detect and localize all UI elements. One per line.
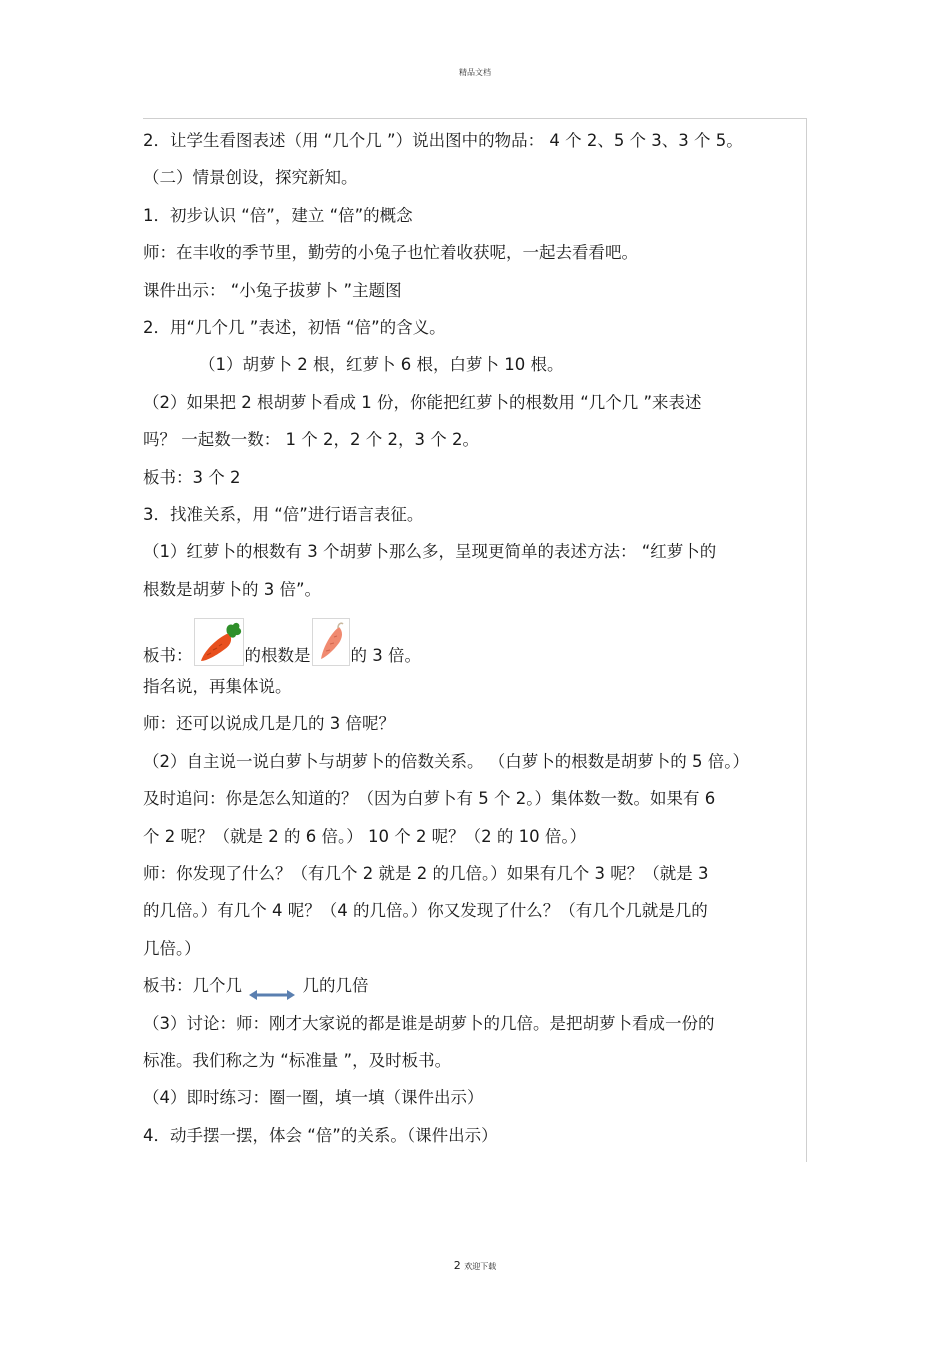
text-line: 课件出示： “小兔子拔萝卜 ”主题图 xyxy=(143,280,402,300)
text-line: 2．用“几个几 ”表述，初悟 “倍”的含义。 xyxy=(143,317,446,337)
text-line: 几倍。） xyxy=(143,938,201,958)
frame-top-border xyxy=(143,118,807,119)
text-line: 4．动手摆一摆，体会 “倍”的关系。（课件出示） xyxy=(143,1125,498,1145)
text-line: 及时追问：你是怎么知道的？（因为白萝卜有 5 个 2。）集体数一数。如果有 6 xyxy=(143,789,716,809)
double-arrow-icon xyxy=(249,979,295,995)
text-line: 根数是胡萝卜的 3 倍”。 xyxy=(143,579,322,599)
text-line: （2）自主说一说白萝卜与胡萝卜的倍数关系。 （白萝卜的根数是胡萝卜的 5 倍。） xyxy=(143,751,749,771)
page-header: 精品文档 xyxy=(459,68,491,77)
text-line: 吗？ 一起数一数： 1 个 2，2 个 2，3 个 2。 xyxy=(143,430,479,450)
carrot-icon xyxy=(312,618,350,666)
text-line: （1）胡萝卜 2 根，红萝卜 6 根，白萝卜 10 根。 xyxy=(199,355,564,375)
footer-label: 欢迎下载 xyxy=(464,1262,497,1271)
text-line: 标准。我们称之为 “标准量 ”，及时板书。 xyxy=(143,1050,452,1070)
text-line: （二）情景创设，探究新知。 xyxy=(143,168,358,188)
text-line: 3．找准关系，用 “倍”进行语言表征。 xyxy=(143,504,424,524)
board-writing-arrow xyxy=(143,967,815,1004)
page-footer xyxy=(0,1259,950,1272)
text-line: （3）讨论：师：刚才大家说的都是谁是胡萝卜的几倍。是把胡萝卜看成一份的 xyxy=(143,1013,715,1033)
red-carrot-icon xyxy=(194,618,244,666)
board-middle: 的根数是 xyxy=(244,646,311,666)
board-suffix: 几的几倍 xyxy=(302,976,369,996)
text-line: 板书：3 个 2 xyxy=(143,467,241,487)
text-line: 的几倍。）有几个 4 呢？（4 的几倍。）你又发现了什么？（有几个几就是几的 xyxy=(143,901,708,921)
board-prefix: 板书： xyxy=(143,646,193,666)
text-line: 师：在丰收的季节里，勤劳的小兔子也忙着收获呢，一起去看看吧。 xyxy=(143,243,638,263)
text-line: （2）如果把 2 根胡萝卜看成 1 份，你能把红萝卜的根数用 “几个几 ”来表述 xyxy=(143,392,702,412)
text-line: 师：你发现了什么？（有几个 2 就是 2 的几倍。）如果有几个 3 呢？（就是 3 xyxy=(143,864,709,884)
text-line: 1．初步认识 “倍”，建立 “倍”的概念 xyxy=(143,205,413,225)
text-line: 指名说，再集体说。 xyxy=(143,677,292,697)
text-line: 2．让学生看图表述（用 “几个几 ”）说出图中的物品： 4 个 2、5 个 3、3 个 5。 xyxy=(143,131,743,150)
document-body xyxy=(143,122,815,1154)
text-line: （4）即时练习：圈一圈，填一填（课件出示） xyxy=(143,1088,484,1108)
text-line: （1）红萝卜的根数有 3 个胡萝卜那么多，呈现更简单的表述方法： “红萝卜的 xyxy=(143,542,717,562)
text-line: 师：还可以说成几是几的 3 倍呢？ xyxy=(143,714,395,734)
page-number: 2 xyxy=(453,1259,461,1272)
board-suffix: 的 3 倍。 xyxy=(350,646,421,666)
board-prefix: 板书：几个几 xyxy=(143,976,242,996)
board-writing-carrot xyxy=(143,608,815,668)
text-line: 个 2 呢？（就是 2 的 6 倍。） 10 个 2 呢？（2 的 10 倍。） xyxy=(143,826,587,846)
